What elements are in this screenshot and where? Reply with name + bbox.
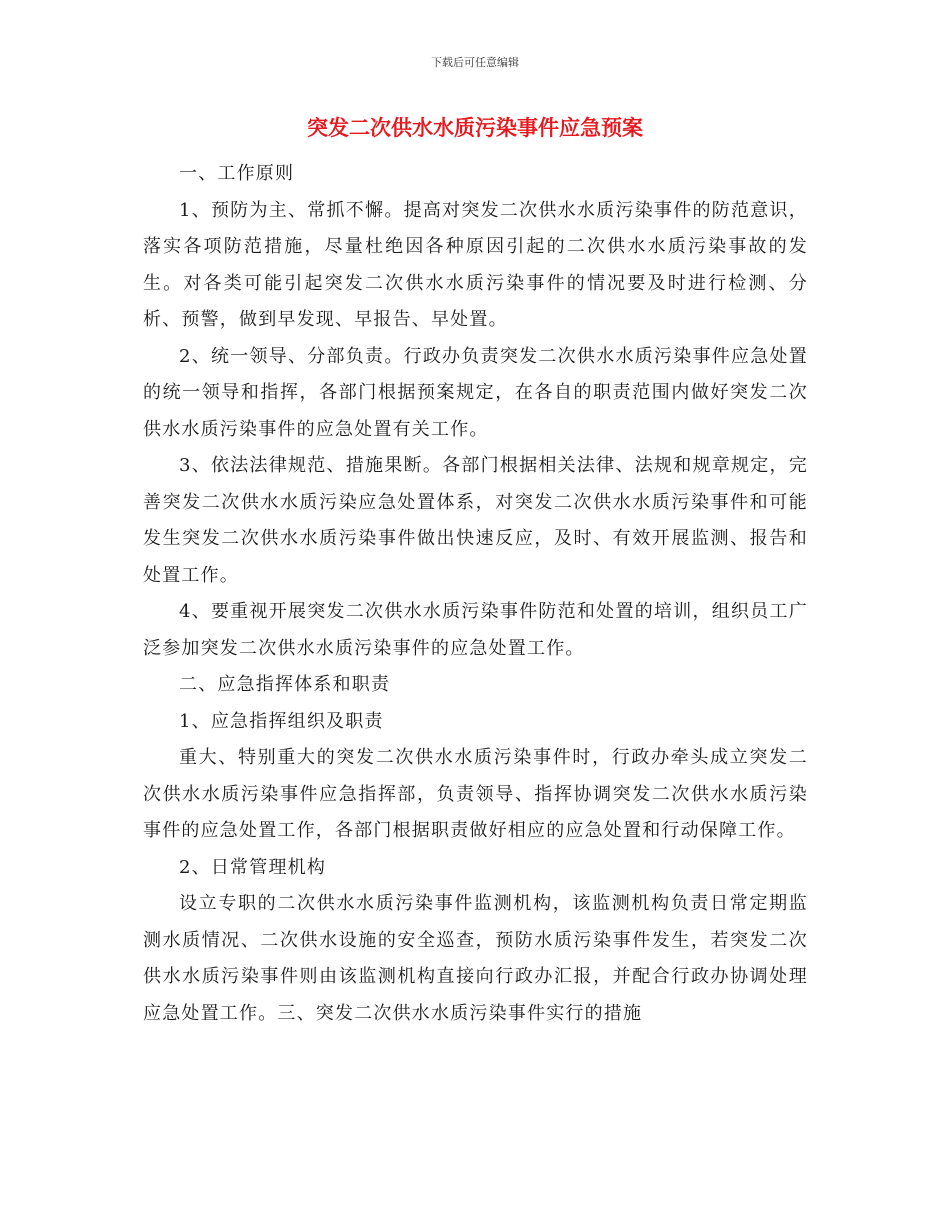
subheading-daily-management: 2、日常管理机构 — [179, 856, 327, 878]
subheading-command-organization: 1、应急指挥组织及职责 — [179, 710, 384, 732]
document-body — [143, 156, 808, 1032]
document-title: 突发二次供水水质污染事件应急预案 — [307, 116, 643, 140]
header-note: 下载后可任意编辑 — [431, 56, 519, 69]
section-heading-command-system: 二、应急指挥体系和职责 — [179, 674, 391, 695]
paragraph-unified-leadership: 2、统一领导、分部负责。行政办负责突发二次供水水质污染事件应急处置的统一领导和指挥，各部门根据预案规定，在各自的职责范围内做好突发二次供水水质污染事件的应急处置有关工作。 — [143, 345, 808, 440]
section-heading-principles: 一、工作原则 — [179, 163, 295, 184]
paragraph-monitoring-agency: 设立专职的二次供水水质污染事件监测机构，该监测机构负责日常定期监测水质情况、二次供水设施的安全巡查，预防水质污染事件发生，若突发二次供水水质污染事件则由该监测机构直接向行政办汇报，并配合行政办协调处理应急处置工作。三、突发二次供水水质污染事件实行的措施 — [143, 893, 808, 1024]
paragraph-command-headquarters: 重大、特别重大的突发二次供水水质污染事件时，行政办牵头成立突发二次供水水质污染事件应急指挥部，负责领导、指挥协调突发二次供水水质污染事件的应急处置工作，各部门根据职责做好相应的应急处置和行动保障工作。 — [143, 747, 808, 841]
paragraph-legal-compliance: 3、依法法律规范、措施果断。各部门根据相关法律、法规和规章规定，完善突发二次供水水质污染应急处置体系，对突发二次供水水质污染事件和可能发生突发二次供水水质污染事件做出快速反应，及时、有效开展监测、报告和处置工作。 — [143, 455, 808, 586]
paragraph-training: 4、要重视开展突发二次供水水质污染事件防范和处置的培训，组织员工广泛参加突发二次供水水质污染事件的应急处置工作。 — [143, 601, 808, 659]
paragraph-prevention: 1、预防为主、常抓不懈。提高对突发二次供水水质污染事件的防范意识，落实各项防范措施，尽量杜绝因各种原因引起的二次供水水质污染事故的发生。对各类可能引起突发二次供水水质污染事件的情况要及时进行检测、分析、预警，做到早发现、早报告、早处置。 — [143, 199, 808, 330]
